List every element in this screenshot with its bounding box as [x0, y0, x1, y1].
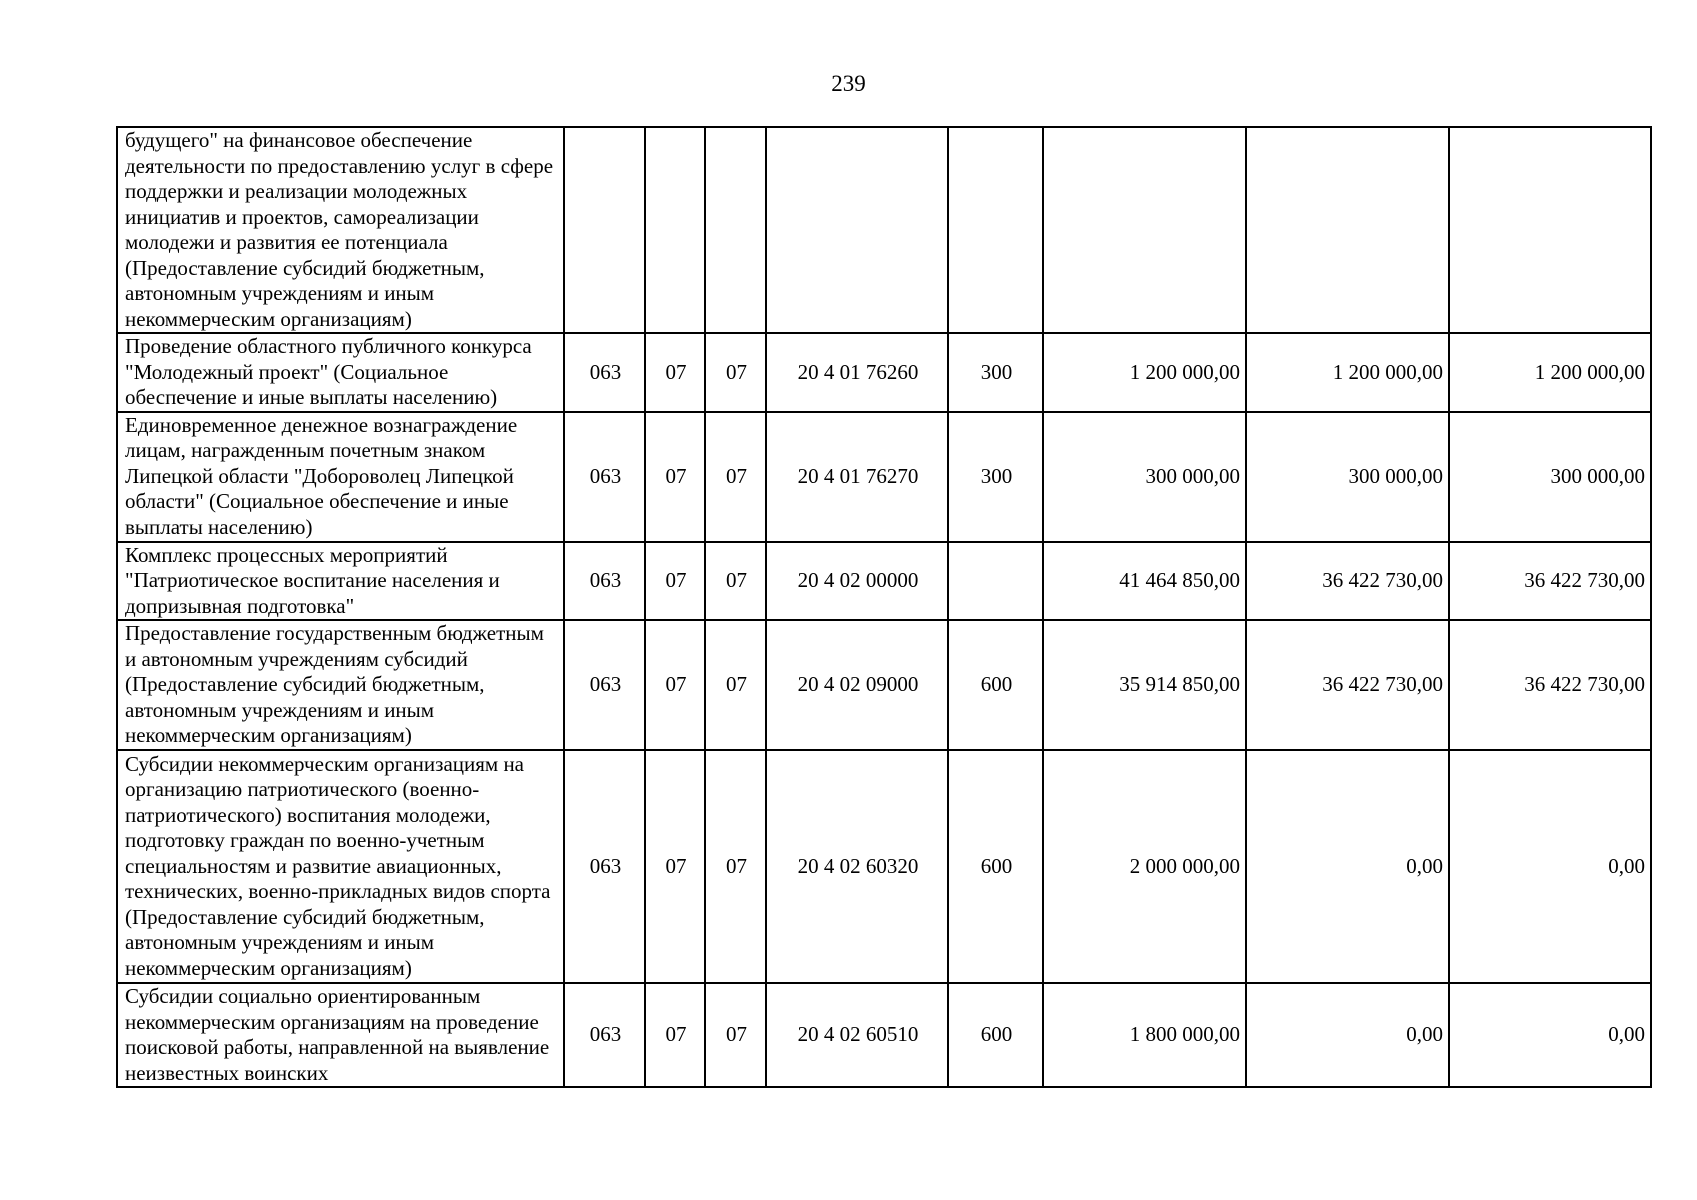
sum3-cell: 0,00 [1449, 983, 1651, 1087]
pr-cell: 07 [705, 983, 766, 1087]
vr-cell: 600 [948, 620, 1043, 750]
vr-cell [948, 542, 1043, 621]
table-row [117, 412, 1651, 542]
sum1-cell: 1 200 000,00 [1043, 333, 1246, 412]
row-name-cell: Проведение областного публичного конкурса "Молодежный проект" (Социальное обеспечение и иные выплаты населению) [117, 333, 564, 412]
budget-table [116, 126, 1652, 1088]
table-row [117, 620, 1651, 750]
grbs-cell [564, 127, 645, 333]
sum2-cell: 1 200 000,00 [1246, 333, 1449, 412]
sum1-cell: 41 464 850,00 [1043, 542, 1246, 621]
csr-cell: 20 4 01 76270 [766, 412, 948, 542]
row-name-cell: будущего" на финансовое обеспечение деятельности по предоставлению услуг в сфере поддержки и реализации молодежных инициатив и проектов, самореализации молодежи и развития ее потенциала (Предоставление субсидий бюджетным, автономным учреждениям и иным некоммерческим организациям) [117, 127, 564, 333]
sum2-cell: 36 422 730,00 [1246, 542, 1449, 621]
csr-cell [766, 127, 948, 333]
sum3-cell: 300 000,00 [1449, 412, 1651, 542]
vr-cell: 600 [948, 983, 1043, 1087]
vr-cell: 300 [948, 333, 1043, 412]
pr-cell [705, 127, 766, 333]
sum3-cell: 0,00 [1449, 750, 1651, 983]
table-row [117, 542, 1651, 621]
sum1-cell: 35 914 850,00 [1043, 620, 1246, 750]
row-name-cell: Предоставление государственным бюджетным и автономным учреждениям субсидий (Предоставление субсидий бюджетным, автономным учреждениям и иным некоммерческим организациям) [117, 620, 564, 750]
csr-cell: 20 4 02 60320 [766, 750, 948, 983]
sum3-cell: 1 200 000,00 [1449, 333, 1651, 412]
grbs-cell: 063 [564, 412, 645, 542]
table-row [117, 983, 1651, 1087]
grbs-cell: 063 [564, 333, 645, 412]
vr-cell: 300 [948, 412, 1043, 542]
sum1-cell: 1 800 000,00 [1043, 983, 1246, 1087]
csr-cell: 20 4 02 00000 [766, 542, 948, 621]
sum1-cell [1043, 127, 1246, 333]
vr-cell [948, 127, 1043, 333]
grbs-cell: 063 [564, 620, 645, 750]
csr-cell: 20 4 02 60510 [766, 983, 948, 1087]
row-name-cell: Комплекс процессных мероприятий "Патриотическое воспитание населения и допризывная подготовка" [117, 542, 564, 621]
csr-cell: 20 4 01 76260 [766, 333, 948, 412]
sum3-cell [1449, 127, 1651, 333]
sum2-cell: 300 000,00 [1246, 412, 1449, 542]
sum3-cell: 36 422 730,00 [1449, 542, 1651, 621]
sum2-cell: 36 422 730,00 [1246, 620, 1449, 750]
csr-cell: 20 4 02 09000 [766, 620, 948, 750]
rz-cell: 07 [645, 750, 705, 983]
vr-cell: 600 [948, 750, 1043, 983]
sum1-cell: 300 000,00 [1043, 412, 1246, 542]
rz-cell: 07 [645, 412, 705, 542]
sum2-cell: 0,00 [1246, 983, 1449, 1087]
pr-cell: 07 [705, 750, 766, 983]
grbs-cell: 063 [564, 542, 645, 621]
sum2-cell: 0,00 [1246, 750, 1449, 983]
rz-cell: 07 [645, 620, 705, 750]
grbs-cell: 063 [564, 750, 645, 983]
pr-cell: 07 [705, 333, 766, 412]
row-name-cell: Единовременное денежное вознаграждение лицам, награжденным почетным знаком Липецкой области "Добороволец Липецкой области" (Социальное обеспечение и иные выплаты населению) [117, 412, 564, 542]
rz-cell [645, 127, 705, 333]
sum1-cell: 2 000 000,00 [1043, 750, 1246, 983]
rz-cell: 07 [645, 983, 705, 1087]
table-row [117, 333, 1651, 412]
row-name-cell: Субсидии некоммерческим организациям на организацию патриотического (военно-патриотического) воспитания молодежи, подготовку граждан по военно-учетным специальностям и развитие авиационных, технических, военно-прикладных видов спорта (Предоставление субсидий бюджетным, автономным учреждениям и иным некоммерческим организациям) [117, 750, 564, 983]
pr-cell: 07 [705, 412, 766, 542]
table-row [117, 127, 1651, 333]
table-row [117, 750, 1651, 983]
row-name-cell: Субсидии социально ориентированным некоммерческим организациям на проведение поисковой работы, направленной на выявление неизвестных воинских [117, 983, 564, 1087]
grbs-cell: 063 [564, 983, 645, 1087]
sum3-cell: 36 422 730,00 [1449, 620, 1651, 750]
sum2-cell [1246, 127, 1449, 333]
pr-cell: 07 [705, 620, 766, 750]
page-number: 239 [831, 71, 866, 96]
rz-cell: 07 [645, 333, 705, 412]
rz-cell: 07 [645, 542, 705, 621]
pr-cell: 07 [705, 542, 766, 621]
